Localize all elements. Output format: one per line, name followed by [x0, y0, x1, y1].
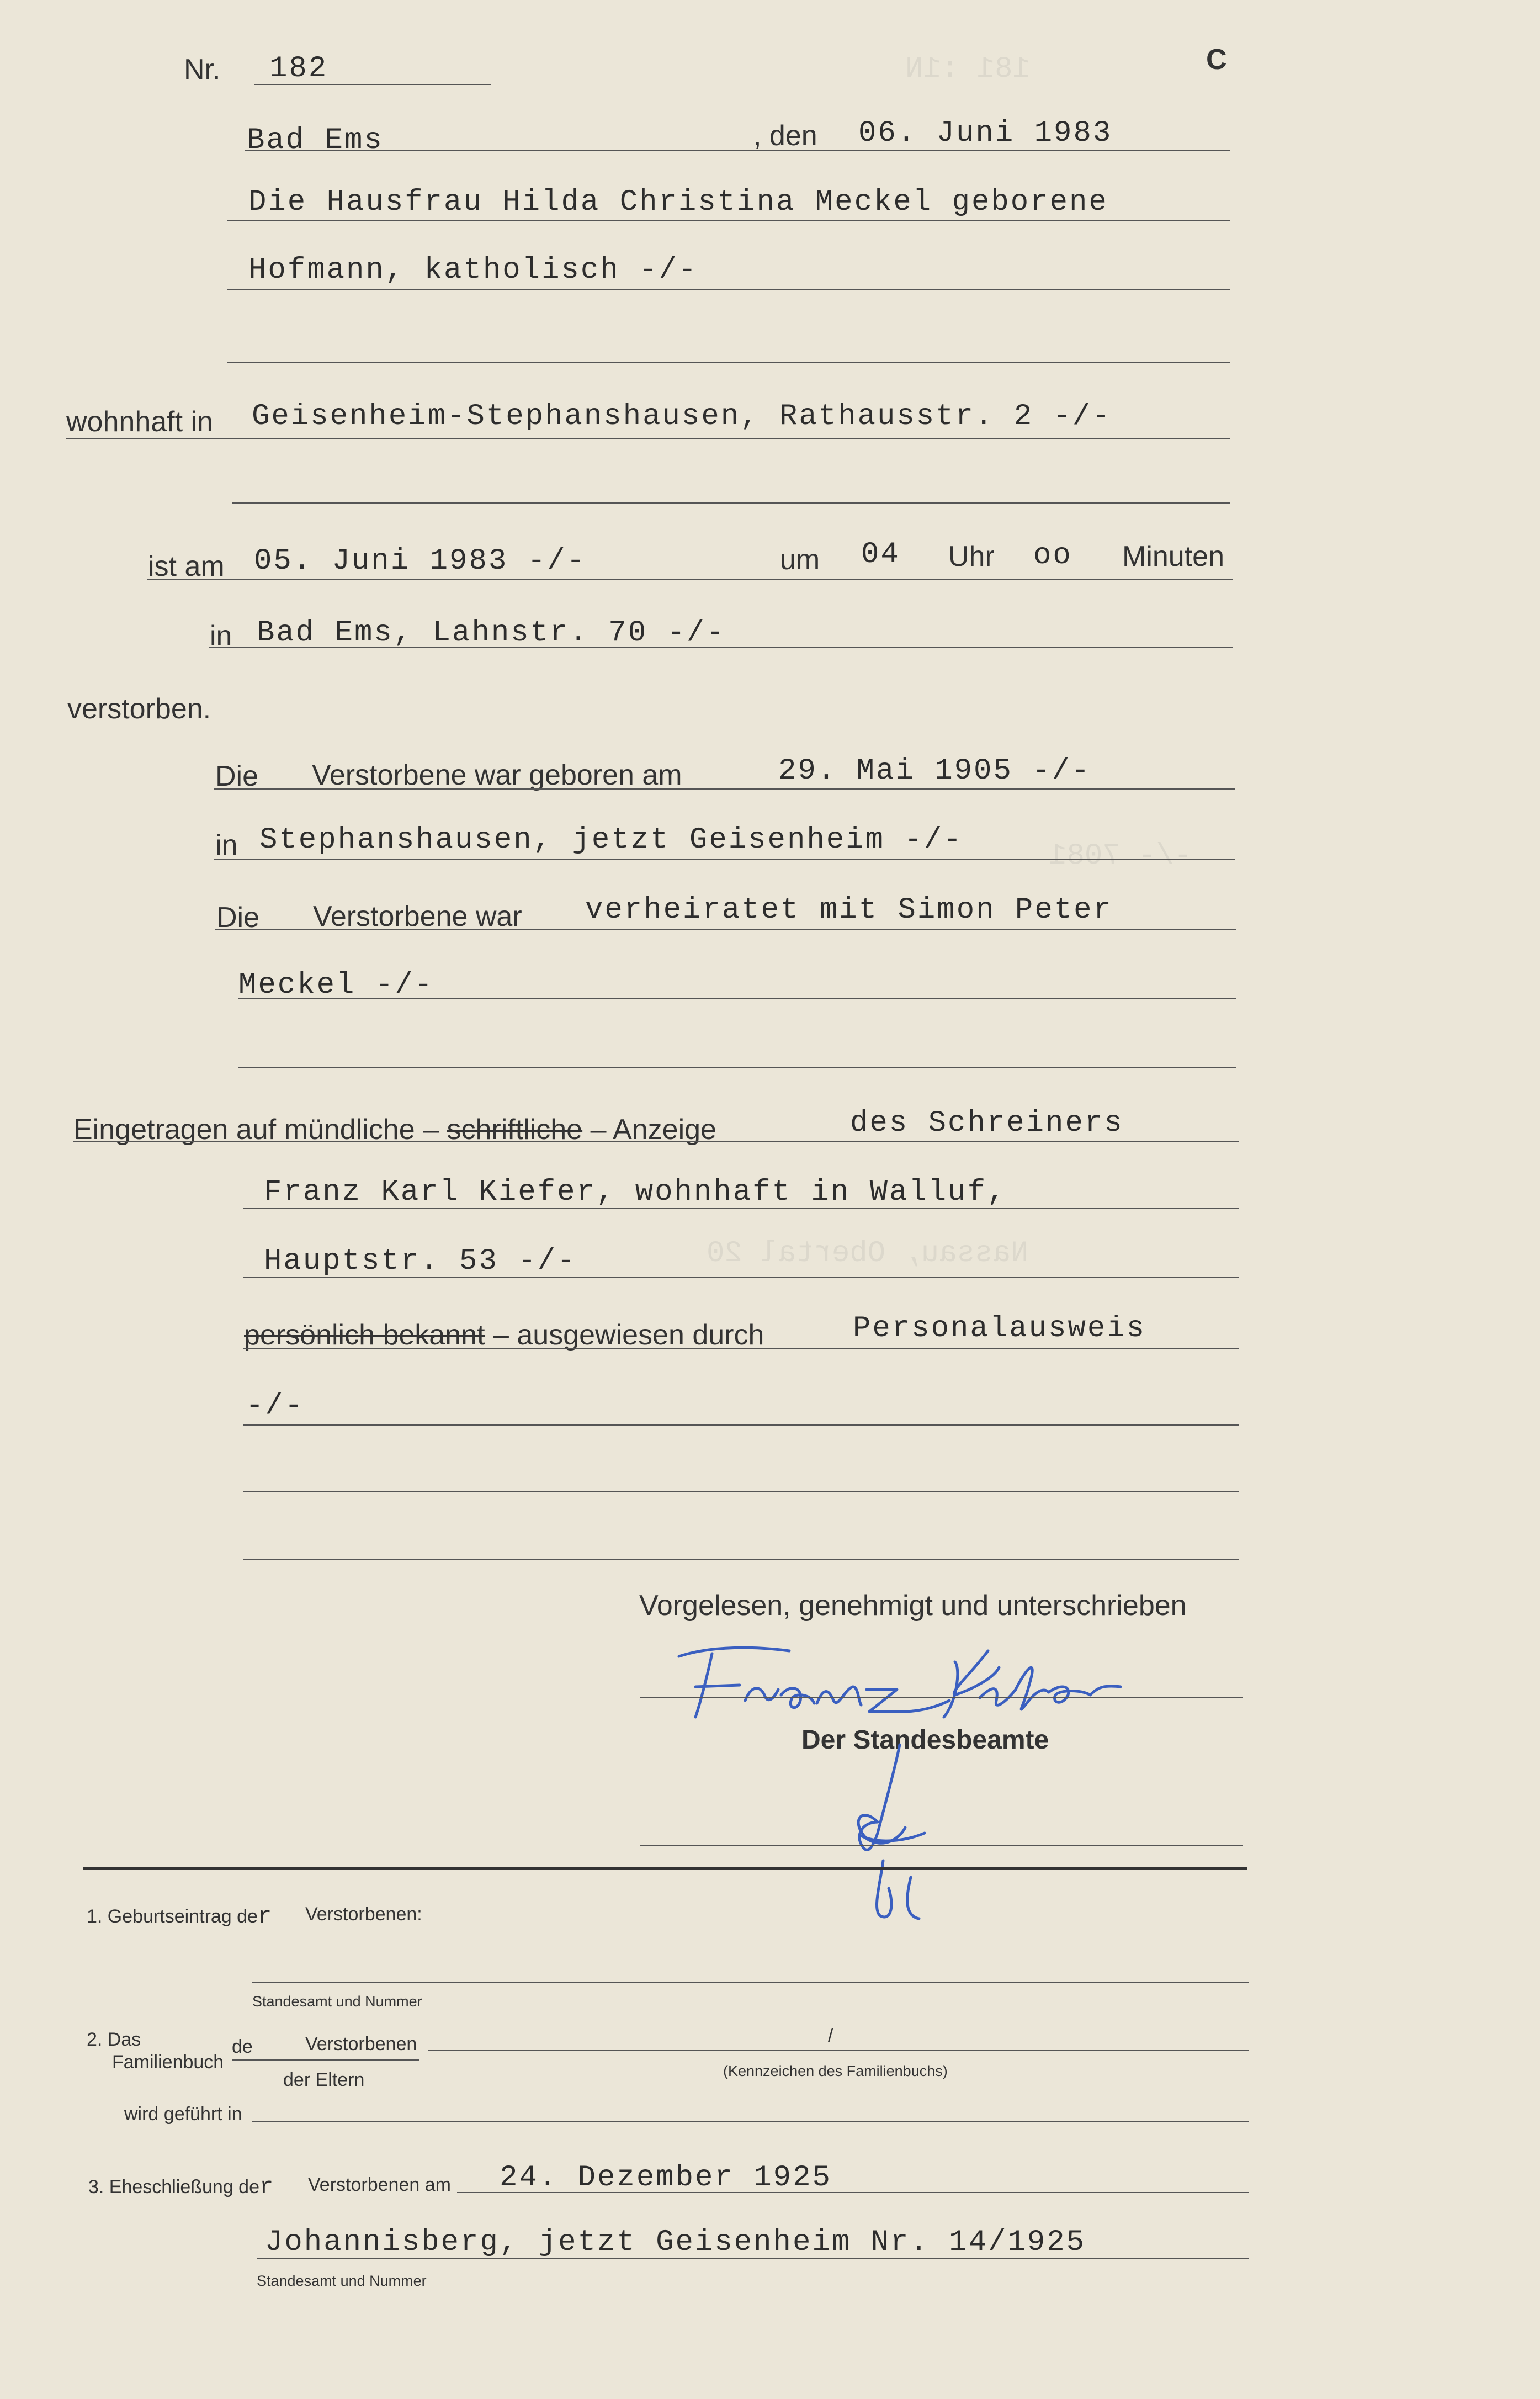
person-line-1-rule	[227, 220, 1230, 221]
footer-divider	[83, 1867, 1247, 1870]
footer-item-1-caption: Standesamt und Nummer	[252, 1993, 422, 2010]
official-signature	[828, 1739, 949, 1938]
informant-signature	[662, 1634, 1159, 1723]
footer-item-2-de-rule	[232, 2059, 419, 2061]
person-line-2-rule	[227, 289, 1230, 290]
bleed-through-text: -/- 7081	[1049, 839, 1192, 873]
footer-item-3-rule	[457, 2192, 1249, 2193]
death-hour: 04	[861, 538, 900, 571]
den-label: , den	[753, 120, 817, 152]
footer-item-2-wird: wird geführt in	[124, 2104, 242, 2125]
read-approved-label: Vorgelesen, genehmigt und unterschrieben	[639, 1590, 1187, 1622]
identification-value: Personalausweis	[853, 1312, 1146, 1346]
marital-rule-1	[215, 929, 1236, 930]
marital-rule-3	[238, 1067, 1236, 1068]
death-date-rule	[147, 579, 1233, 580]
death-place-rule	[209, 647, 1233, 648]
marital-die-label: Die	[216, 902, 260, 934]
report-rule-2	[243, 1208, 1239, 1209]
report-value-1: des Schreiners	[850, 1106, 1124, 1140]
nr-label: Nr.	[184, 54, 221, 86]
report-rule-1	[73, 1141, 1239, 1142]
residence-label: wohnhaft in	[66, 406, 213, 438]
footer-item-2-wird-rule	[252, 2121, 1249, 2122]
footer-item-3-place-rule	[257, 2258, 1249, 2259]
verstorben-label: verstorben.	[67, 693, 211, 725]
identification-rule-2	[243, 1424, 1239, 1426]
person-line-3-rule	[227, 362, 1230, 363]
footer-item-1-label-2: Verstorbenen:	[305, 1904, 422, 1925]
report-value-3: Hauptstr. 53 -/-	[264, 1244, 577, 1278]
minuten-label: Minuten	[1122, 541, 1224, 573]
residence-value: Geisenheim-Stephanshausen, Rathausstr. 2 -/-	[252, 400, 1112, 433]
birth-date-rule	[214, 788, 1235, 790]
bleed-through-text: 181 :1N	[905, 52, 1031, 86]
footer-item-2-label-b: Familienbuch	[112, 2052, 224, 2073]
marital-rule-2	[238, 998, 1236, 999]
birth-label: Verstorbene war geboren am	[312, 759, 682, 791]
death-date: 05. Juni 1983 -/-	[254, 544, 586, 578]
identification-label: persönlich bekannt – ausgewiesen durch	[244, 1319, 764, 1351]
birth-place-label: in	[215, 829, 238, 861]
birth-place: Stephanshausen, jetzt Geisenheim -/-	[259, 823, 963, 857]
bleed-through-text: Nassau, Obertal 20	[707, 1237, 1029, 1270]
residence-rule	[66, 438, 1230, 439]
report-value-2: Franz Karl Kiefer, wohnhaft in Walluf,	[264, 1175, 1007, 1209]
death-place: Bad Ems, Lahnstr. 70 -/-	[257, 616, 726, 650]
footer-item-2-eltern: der Eltern	[283, 2069, 365, 2090]
nr-value: 182	[269, 52, 328, 86]
identification-value-2: -/-	[246, 1389, 305, 1423]
residence-rule-2	[232, 502, 1230, 504]
report-label: Eingetragen auf mündliche – schriftliche – Anzeige	[73, 1114, 716, 1146]
footer-item-1-rule	[252, 1982, 1249, 1983]
blank-rule-1	[243, 1491, 1239, 1492]
marriage-place: Johannisberg, jetzt Geisenheim Nr. 14/1925	[265, 2226, 1086, 2259]
person-line-2: Hofmann, katholisch -/-	[248, 253, 698, 287]
footer-item-2-de: de	[232, 2036, 253, 2057]
uhr-label: Uhr	[948, 541, 995, 573]
report-label-struck: schriftliche	[447, 1114, 583, 1146]
place: Bad Ems	[247, 124, 384, 157]
informant-signature-rule	[640, 1697, 1243, 1698]
marital-value-1: verheiratet mit Simon Peter	[585, 893, 1113, 927]
footer-item-3-label-2: Verstorbenen am	[308, 2174, 451, 2195]
corner-letter: C	[1206, 44, 1227, 76]
death-date-label: ist am	[148, 550, 225, 582]
birth-die-label: Die	[215, 760, 259, 792]
footer-item-2-slash: /	[828, 2025, 833, 2046]
marriage-date: 24. Dezember 1925	[500, 2161, 832, 2195]
footer-item-2-verstorbenen: Verstorbenen	[305, 2033, 417, 2054]
report-rule-3	[243, 1277, 1239, 1278]
footer-item-3-label: 3. Eheschließung der	[88, 2174, 275, 2200]
official-label: Der Standesbeamte	[801, 1725, 1049, 1755]
footer-item-1-label: 1. Geburtseintrag der	[87, 1903, 274, 1930]
identification-struck: persönlich bekannt	[244, 1319, 485, 1351]
nr-line	[254, 84, 491, 85]
register-date: 06. Juni 1983	[858, 116, 1113, 150]
official-signature-rule	[640, 1845, 1243, 1846]
blank-rule-2	[243, 1559, 1239, 1560]
death-place-label: in	[210, 620, 232, 652]
footer-item-2-caption: (Kennzeichen des Familienbuchs)	[723, 2063, 948, 2079]
footer-item-2-rule	[428, 2050, 1249, 2051]
place-date-line	[245, 150, 1230, 151]
birth-place-rule	[214, 859, 1235, 860]
footer-item-2-label-a: 2. Das	[87, 2029, 141, 2050]
footer-item-3-caption: Standesamt und Nummer	[257, 2273, 427, 2289]
identification-rule	[243, 1348, 1239, 1349]
marital-label: Verstorbene war	[313, 901, 522, 933]
person-line-1: Die Hausfrau Hilda Christina Meckel geborene	[248, 186, 1108, 219]
um-label: um	[780, 544, 820, 576]
death-minutes: oo	[1033, 539, 1072, 573]
marital-value-2: Meckel -/-	[238, 968, 434, 1002]
birth-date: 29. Mai 1905 -/-	[778, 754, 1091, 788]
